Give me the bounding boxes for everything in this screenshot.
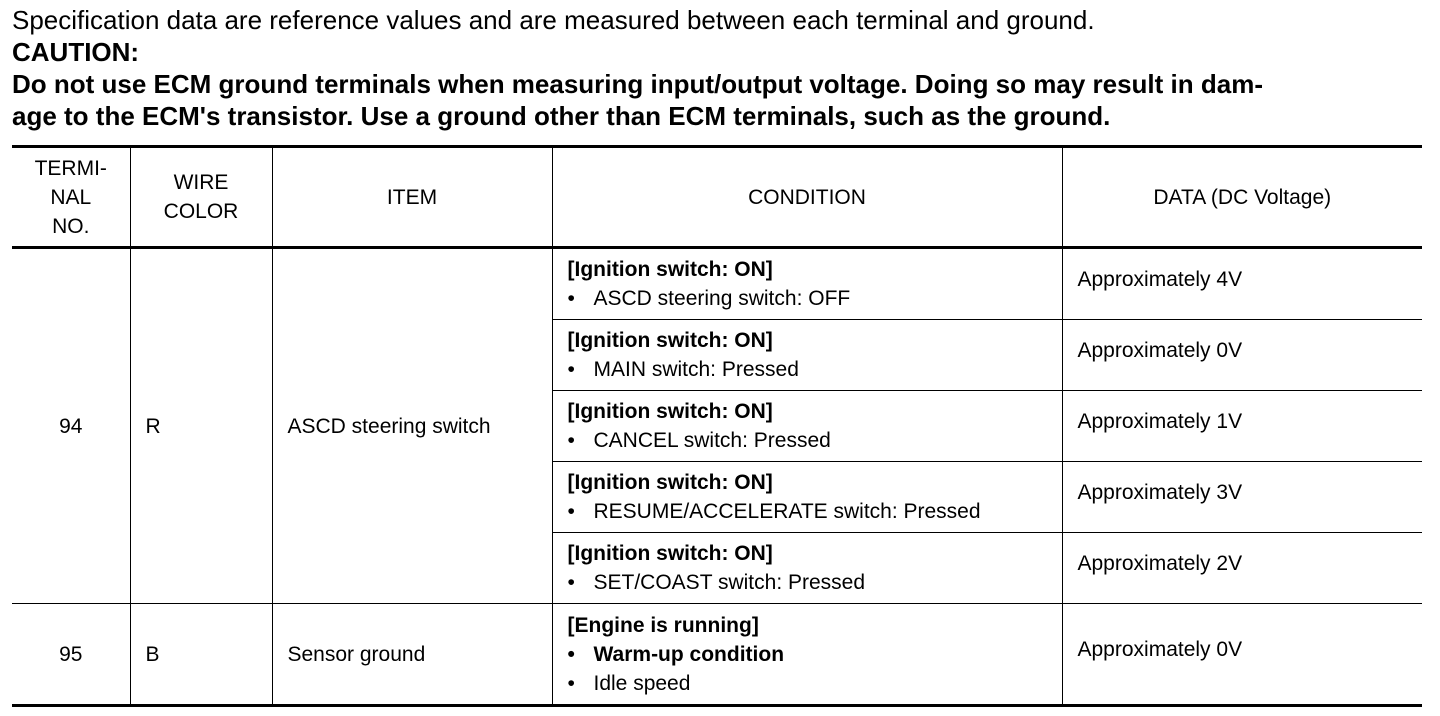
data-cell: Approximately 3V — [1062, 462, 1422, 533]
terminal-spec-table — [12, 145, 1422, 707]
data-cell: Approximately 1V — [1062, 391, 1422, 462]
header-row — [12, 147, 1422, 248]
condition-cell — [552, 248, 1062, 320]
intro-text — [12, 4, 1427, 132]
caution-heading: CAUTION: — [12, 37, 140, 67]
header-item: ITEM — [272, 147, 552, 248]
caution-line-1: Do not use ECM ground terminals when measuring input/output voltage. Doing so may result in dam- — [12, 69, 1263, 99]
data-cell: Approximately 0V — [1062, 604, 1422, 706]
caution-line-2: age to the ECM's transistor. Use a ground other than ECM terminals, such as the ground. — [12, 101, 1111, 131]
terminal-no-cell: 94 — [12, 248, 130, 604]
condition-item: • MAIN switch: Pressed — [567, 358, 799, 381]
condition-title: [Engine is running] — [567, 613, 759, 637]
condition-item: • Idle speed — [567, 671, 691, 695]
condition-item: • ASCD steering switch: OFF — [567, 287, 851, 310]
condition-title: [Ignition switch: ON] — [567, 400, 773, 423]
header-condition: CONDITION — [552, 147, 1062, 248]
item-cell: Sensor ground — [272, 604, 552, 706]
condition-item: • SET/COAST switch: Pressed — [567, 571, 866, 594]
condition-cell — [552, 462, 1062, 533]
condition-title: [Ignition switch: ON] — [567, 258, 773, 281]
condition-item: • RESUME/ACCELERATE switch: Pressed — [567, 500, 981, 523]
data-cell: Approximately 4V — [1062, 248, 1422, 320]
wire-color-cell: R — [130, 248, 272, 604]
condition-item: • CANCEL switch: Pressed — [567, 429, 831, 452]
condition-title: [Ignition switch: ON] — [567, 542, 773, 565]
condition-cell — [552, 604, 1062, 706]
condition-cell — [552, 533, 1062, 604]
condition-title: [Ignition switch: ON] — [567, 471, 773, 494]
condition-item: • Warm-up condition — [567, 642, 785, 666]
condition-cell — [552, 391, 1062, 462]
table-row — [12, 248, 1422, 320]
header-wire-color: WIRE COLOR — [130, 147, 272, 248]
terminal-no-cell: 95 — [12, 604, 130, 706]
spec-note: Specification data are reference values and are measured between each terminal and ground. — [12, 5, 1095, 35]
condition-cell — [552, 320, 1062, 391]
data-cell: Approximately 2V — [1062, 533, 1422, 604]
header-terminal-no: TERMI- NAL NO. — [12, 147, 130, 248]
wire-color-cell: B — [130, 604, 272, 706]
item-cell: ASCD steering switch — [272, 248, 552, 604]
condition-title: [Ignition switch: ON] — [567, 329, 773, 352]
header-data: DATA (DC Voltage) — [1062, 147, 1422, 248]
data-cell: Approximately 0V — [1062, 320, 1422, 391]
table-row — [12, 604, 1422, 706]
